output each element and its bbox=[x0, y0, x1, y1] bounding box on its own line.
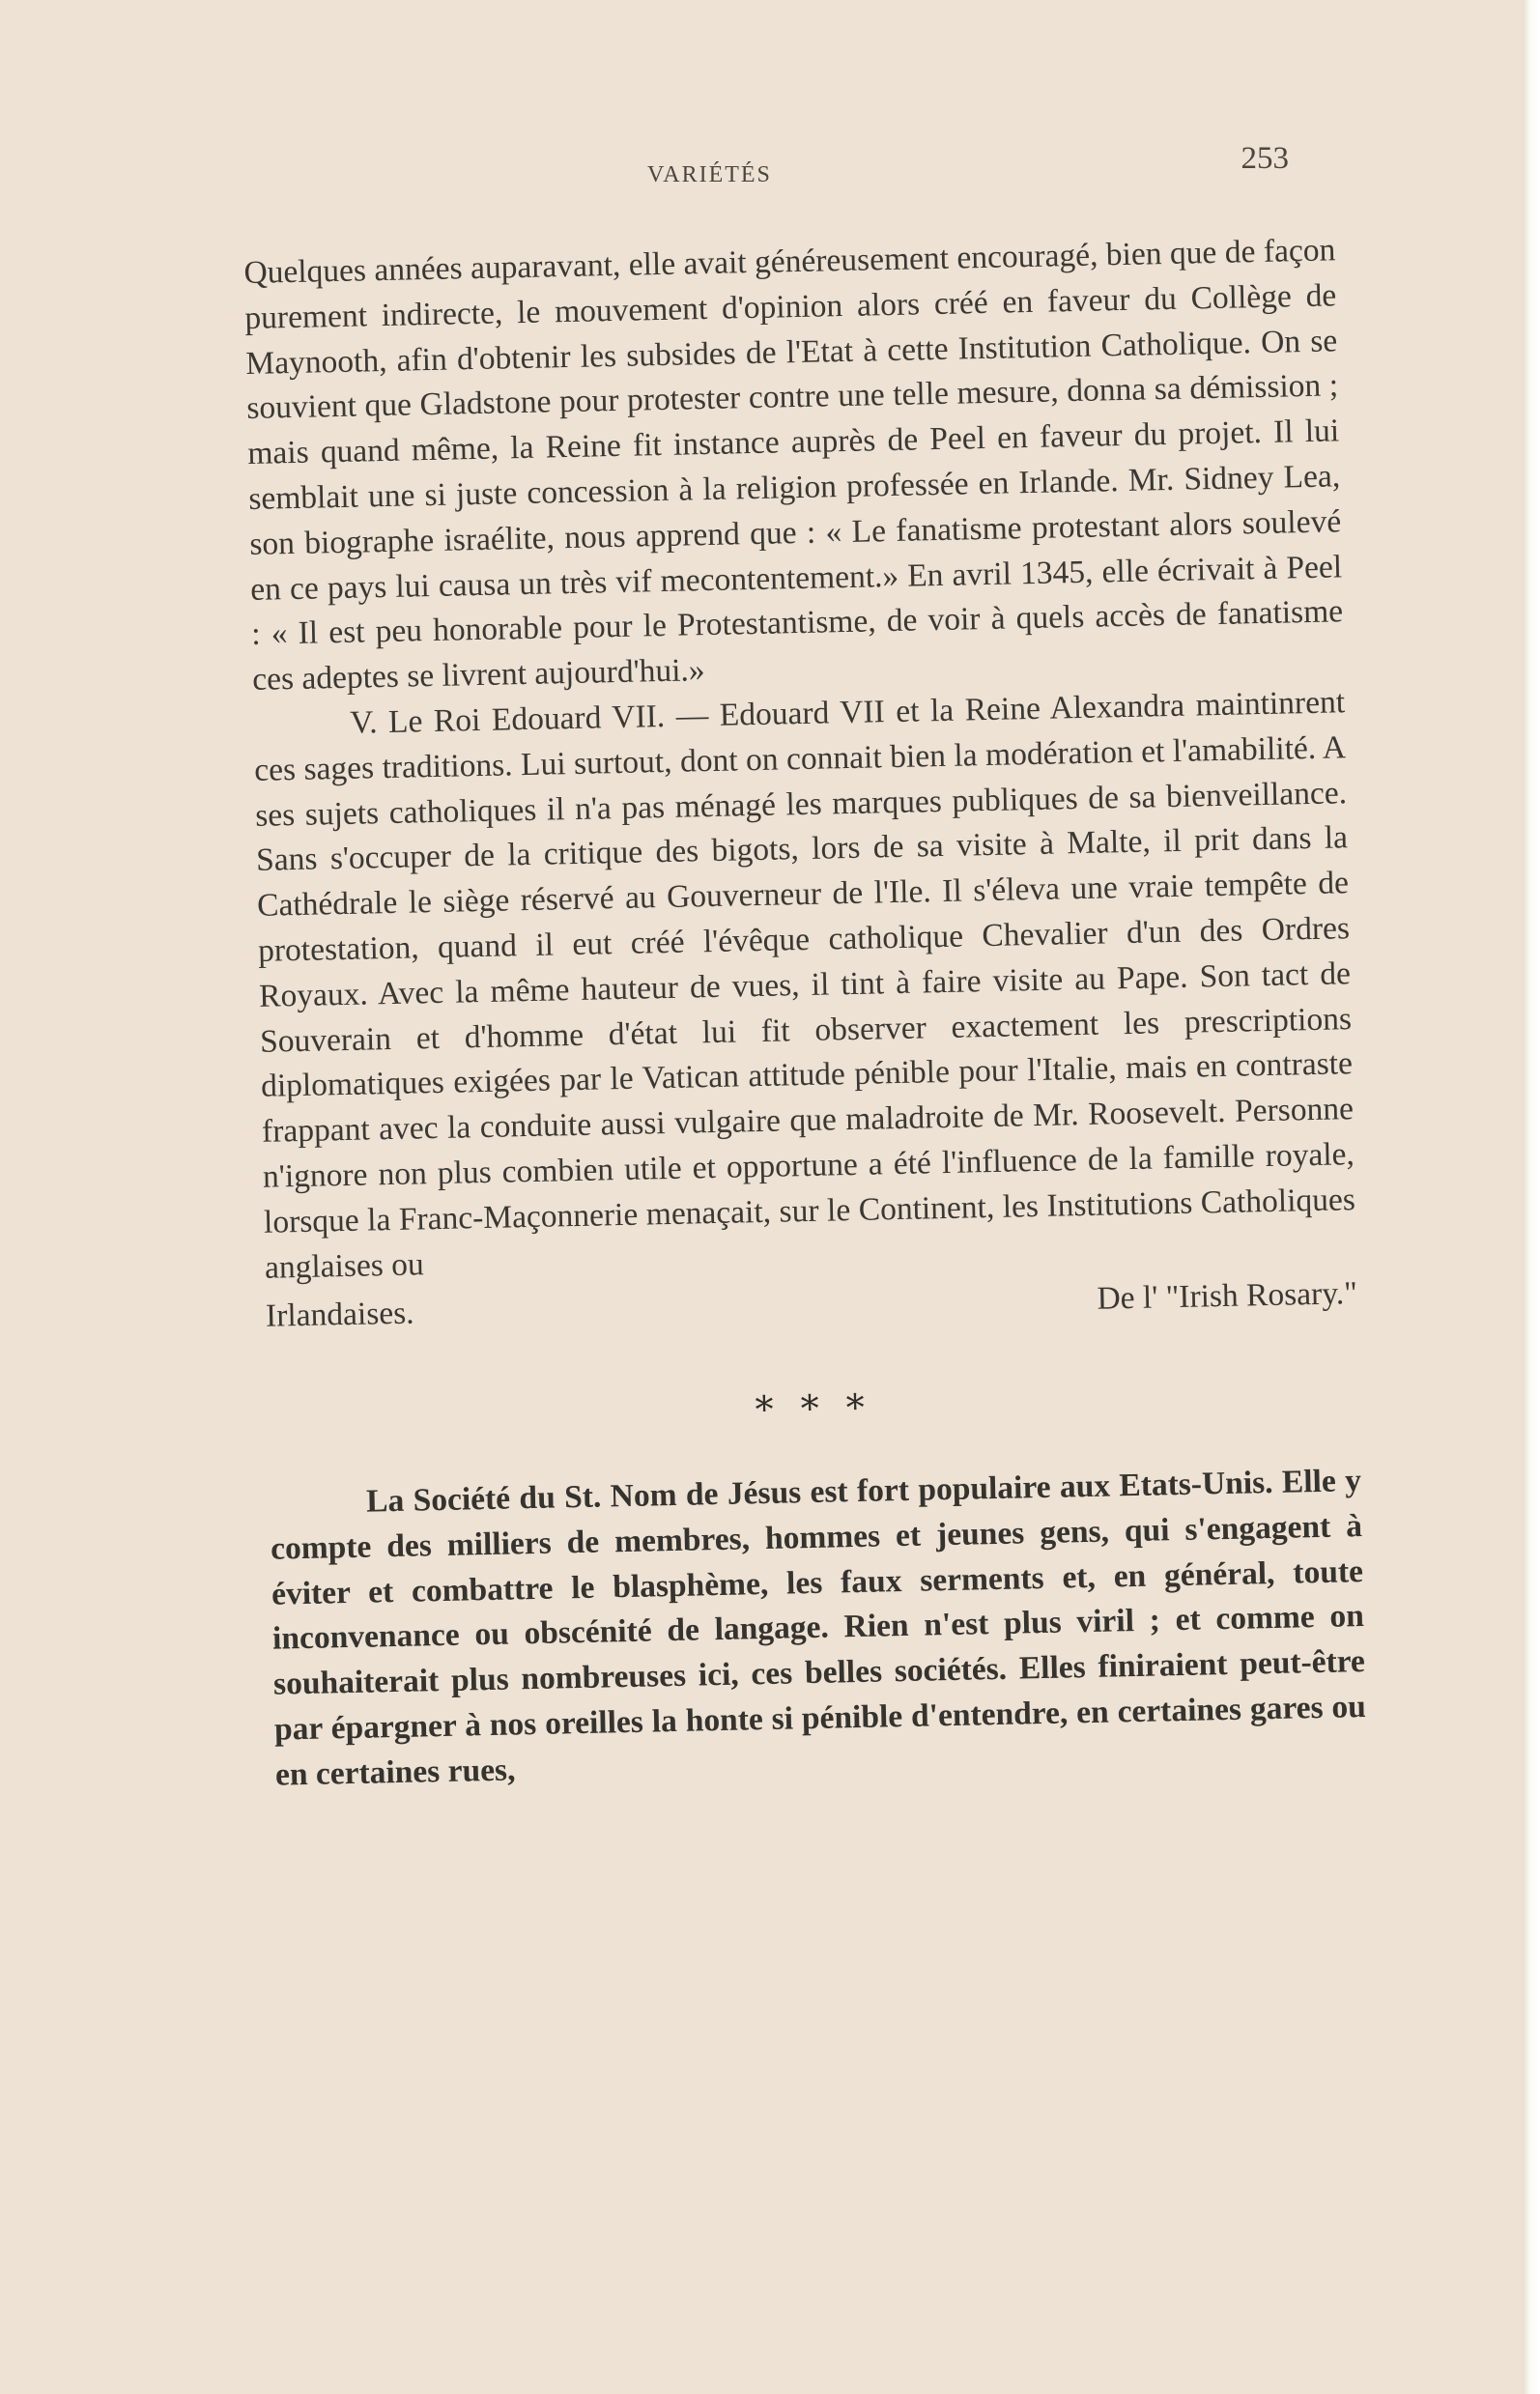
page-header bbox=[628, 141, 1304, 203]
source-attribution: De l' "Irish Rosary." bbox=[1097, 1275, 1358, 1318]
page-edge bbox=[1523, 0, 1540, 2394]
article1-paragraph2: V. Le Roi Edouard VII. — Edouard VII et la Reine Alexandra maintinrent ces sages traditions. Lui surtout, dont on connait bien la modération et l'amabilité. A ses sujets catholiques il n'a pas ménagé les marques publiques de sa bienveillance. Sans s'occuper de la critique des bigots, lors de sa visite à Malte, il prit dans la Cathédrale le siège réservé au Gouverneur de l'Ile. Il s'éleva une vraie tempête de protestation, quand il eut créé l'évêque catholique Chevalier d'un des Ordres Royaux. Avec la même hauteur de vues, il tint à faire visite au Pape. Son tact de Souverain et d'homme d'état lui fit observer exactement les prescriptions diplomatiques exigées par le Vatican attitude pénible pour l'Italie, mais en contraste frappant avec la conduite aussi vulgaire que maladroite de Mr. Roosevelt. Personne n'ignore non plus combien utile et opportune a été l'influence de la famille royale, lorsque la Franc-Maçonnerie menaçait, sur le Continent, les Institutions Catholiques anglaises ou bbox=[253, 684, 1356, 1286]
page-number: 253 bbox=[1241, 141, 1289, 176]
section-separator: * * * bbox=[755, 1385, 873, 1432]
closing-word: Irlandaises. bbox=[265, 1295, 414, 1335]
article2 bbox=[270, 1459, 1368, 1798]
running-head: VARIÉTÉS bbox=[647, 162, 772, 187]
article1-paragraph1: Quelques années auparavant, elle avait généreusement encouragé, bien que de façon purement indirecte, le mouvement d'opinion alors créé en faveur du Collège de Maynooth, afin d'obtenir les subsides de l'Etat à cette Institution Catholique. On se souvient que Gladstone pour protester contre une telle mesure, donna sa démission ; mais quand même, la Reine fit instance auprès de Peel en faveur du projet. Il lui semblait une si juste concession à la religion professée en Irlande. Mr. Sidney Lea, son biographe israélite, nous apprend que : « Le fanatisme protestant alors soulevé en ce pays lui causa un très vif mecontentement.» En avril 1345, elle écrivait à Peel : « Il est peu honorable pour le Protestantisme, de voir à quels accès de fanatisme ces adeptes se livrent aujourd'hui.» bbox=[243, 232, 1344, 698]
body-text bbox=[243, 228, 1367, 1798]
article2-paragraph1: La Société du St. Nom de Jésus est fort populaire aux Etats-Unis. Elle y compte des milliers de membres, hommes et jeunes gens, qui s'engagent à éviter et combattre le blasphème, les faux serments et, en général, toute inconvenance ou obscénité de langage. Rien n'est plus viril ; et comme on souhaiterait plus nombreuses ici, ces belles sociétés. Elles finiraient peut-être par épargner à nos oreilles la honte si pénible d'entendre, en certaines gares ou en certaines rues, bbox=[270, 1462, 1367, 1793]
